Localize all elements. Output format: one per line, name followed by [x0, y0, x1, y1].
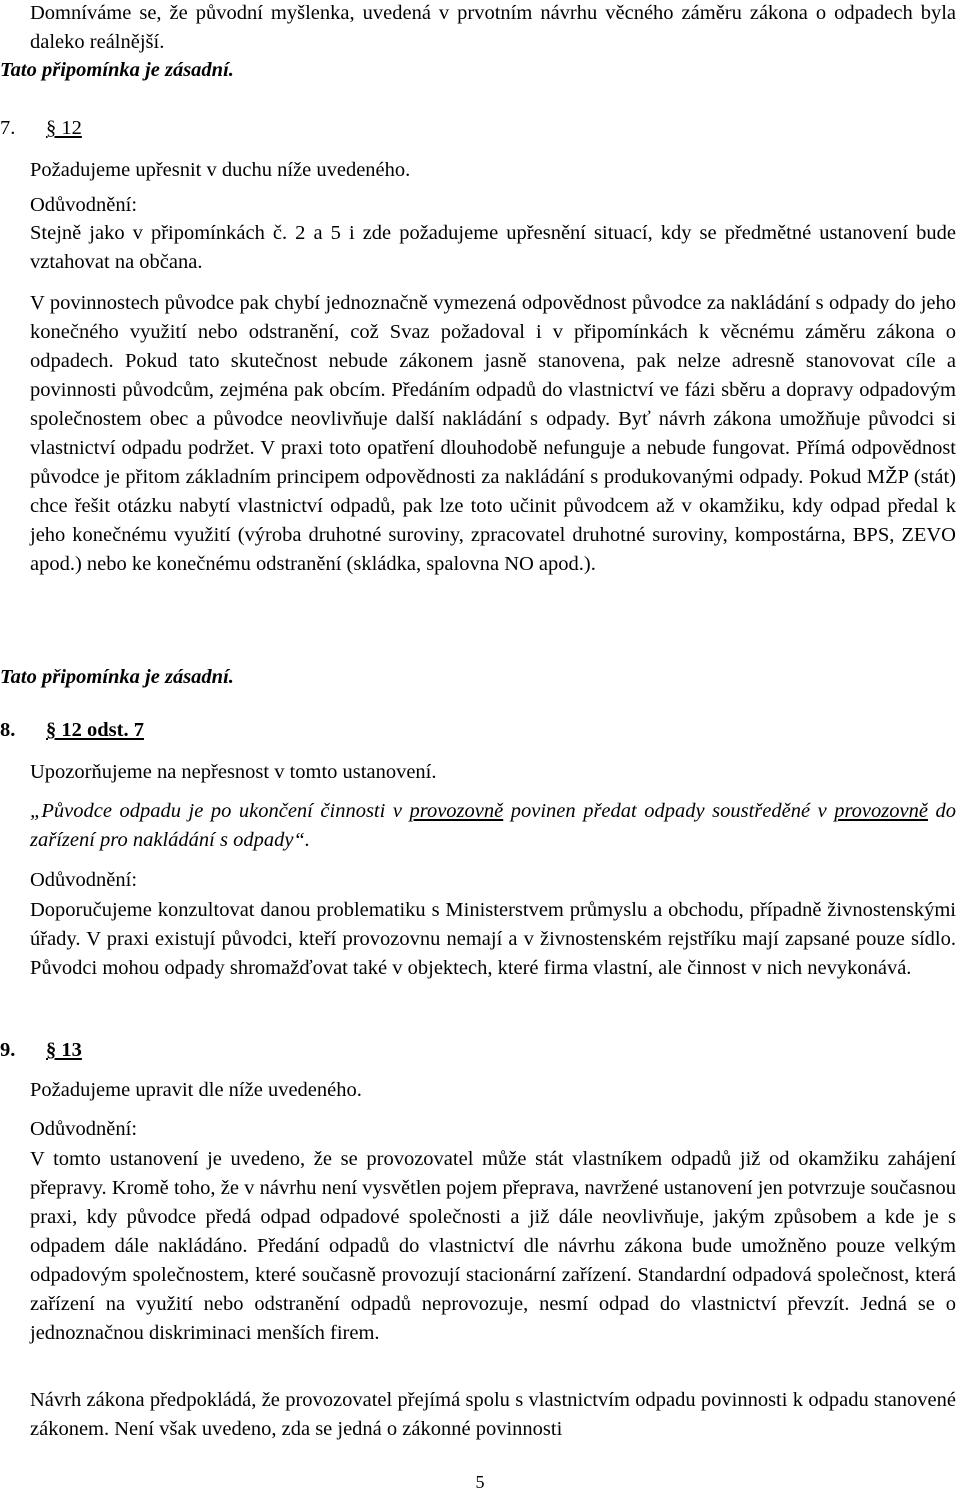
item-9-heading — [0, 1036, 82, 1065]
page-number: 5 — [475, 1472, 485, 1492]
section-reference: § 13 — [46, 1039, 82, 1061]
item-number: 8. — [0, 719, 16, 741]
item-9-paragraph-2: Návrh zákona předpokládá, že provozovatel přejímá spolu s vlastnictvím odpadu povinnosti k odpadu stanovené zákonem. Není však uvedeno, zda se jedná o zákonné povinnosti — [30, 1389, 956, 1440]
section-reference: § 12 — [46, 117, 82, 139]
justification-label: Odůvodnění: — [30, 194, 138, 216]
item-7-request: Požadujeme upřesnit v duchu níže uvedeného. — [30, 159, 411, 181]
justification-label: Odůvodnění: — [30, 1118, 138, 1140]
fundamental-note: Tato připomínka je zásadní. — [0, 666, 234, 688]
quoted-provision: „Původce odpadu je po ukončení činnosti v provozovně povinen předat odpady soustředěné v provozovně do zařízení pro nakládání s odpady“. — [30, 800, 956, 851]
item-9-paragraph-1: V tomto ustanovení je uvedeno, že se provozovatel může stát vlastníkem odpadů již od okamžiku zahájení přepravy. Kromě toho, že v návrhu není vysvětlen pojem přeprava, navržené ustanovení jen potvrzuje současnou praxi, kdy původce předá odpad odpadové společnosti a již dále neovlivňuje, jakým způsobem a kde je s odpadem dále nakládáno. Předání odpadů do vlastnictví dle návrhu zákona bude umožněno pouze velkým odpadovým společnostem, které současně provozují stacionární zařízení. Standardní odpadová společnost, která zařízení na využití nebo odstranění odpadů neprovozuje, nesmí odpad do vlastnictví převzít. Jedná se o jednoznačnou diskriminaci menších firem. — [30, 1148, 956, 1344]
item-8-heading — [0, 716, 144, 745]
item-number: 7. — [0, 117, 16, 139]
section-reference: § 12 odst. 7 — [46, 719, 144, 741]
item-7-paragraph-1: Stejně jako v připomínkách č. 2 a 5 i zde požadujeme upřesnění situací, kdy se předmětné ustanovení bude vztahovat na občana. — [30, 222, 956, 273]
item-9-request: Požadujeme upravit dle níže uvedeného. — [30, 1079, 362, 1101]
item-8-paragraph: Doporučujeme konzultovat danou problematiku s Ministerstvem průmyslu a obchodu, případně živnostenskými úřady. V praxi existují původci, kteří provozovnu nemají a v živnostenském rejstříku mají zapsané pouze sídlo. Původci mohou odpady shromažďovat také v objektech, které firma vlastní, ale činnost v nich nevykonává. — [30, 899, 956, 979]
item-7-paragraph-2: V povinnostech původce pak chybí jednoznačně vymezená odpovědnost původce za nakládání s odpady do jeho konečného využití nebo odstranění, což Svaz požadoval i v připomínkách k věcnému záměru zákona o odpadech. Pokud tato skutečnost nebude zákonem jasně stanovena, pak nelze adresně stanovovat cíle a povinnosti původcům, zejména pak obcím. Předáním odpadů do vlastnictví ve fázi sběru a dopravy odpadovým společnostem obec a původce neovlivňuje další nakládání s odpady. Byť návrh zákona umožňuje původci si vlastnictví odpadu podržet. V praxi toto opatření dlouhodobě nefunguje a nebude fungovat. Přímá odpovědnost původce je přitom základním principem odpovědnosti za nakládání s produkovanými odpady. Pokud MŽP (stát) chce řešit otázku nabytí vlastnictví odpadů, pak lze toto učinit původcem až v okamžiku, kdy odpad předal k jeho konečnému využití (výroba druhotné suroviny, zpracovatel druhotné suroviny, kompostárna, BPS, ZEVO apod.) nebo ke konečnému odstranění (skládka, spalovna NO apod.). — [30, 292, 956, 575]
item-number: 9. — [0, 1039, 16, 1061]
item-8-request: Upozorňujeme na nepřesnost v tomto ustanovení. — [30, 761, 437, 783]
fundamental-note: Tato připomínka je zásadní. — [0, 59, 234, 81]
item-7-heading — [0, 114, 82, 143]
intro-paragraph: Domníváme se, že původní myšlenka, uvedená v prvotním návrhu věcného záměru zákona o odpadech byla daleko reálnější. — [30, 2, 956, 53]
justification-label: Odůvodnění: — [30, 869, 138, 891]
